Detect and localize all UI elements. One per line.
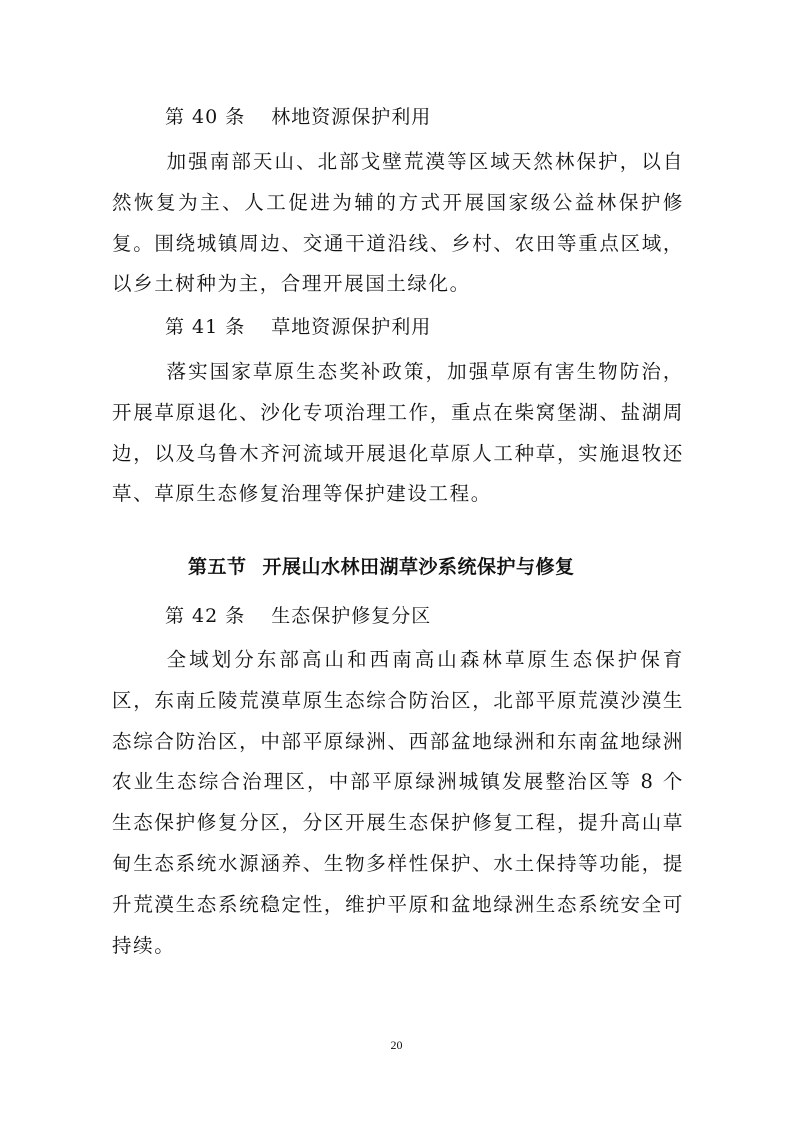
section-heading: [188, 553, 575, 581]
article-40-number: 第 40 条: [165, 106, 246, 128]
article-41-title: 草地资源保护利用: [271, 316, 432, 338]
article-42-body: 全域划分东部高山和西南高山森林草原生态保护保育区，东南丘陵荒漠草原生态综合防治区，北部平原荒漠沙漠生态综合防治区，中部平原绿洲、西部盆地绿洲和东南盆地绿洲农业生态综合治理区，中部平原绿洲城镇发展整治区等 8 个生态保护修复分区，分区开展生态保护修复工程，提升高山草甸生态系统水源涵养、生物多样性保护、水土保持等功能，提升荒漠生态系统稳定性，维护平原和盆地绿洲生态系统安全可持续。: [112, 648, 684, 957]
article-40-heading: [165, 103, 431, 131]
article-40-title: 林地资源保护利用: [271, 106, 432, 128]
article-41-body: 落实国家草原生态奖补政策，加强草原有害生物防治，开展草原退化、沙化专项治理工作，重点在柴窝堡湖、盐湖周边，以及乌鲁木齐河流域开展退化草原人工种草，实施退牧还草、草原生态修复治理等保护建设工程。: [112, 360, 684, 506]
article-42-heading: [165, 602, 431, 630]
section-title: 开展山水林田湖草沙系统保护与修复: [262, 556, 575, 578]
article-41-number: 第 41 条: [165, 316, 246, 338]
article-40-body: 加强南部天山、北部戈壁荒漠等区域天然林保护，以自然恢复为主、人工促进为辅的方式开展国家级公益林保护修复。围绕城镇周边、交通干道沿线、乡村、农田等重点区域，以乡土树种为主，合理开展国土绿化。: [112, 150, 684, 296]
article-42-title: 生态保护修复分区: [271, 605, 432, 627]
page-number: 20: [390, 1038, 403, 1052]
article-42-number: 第 42 条: [165, 605, 246, 627]
section-number: 第五节: [188, 556, 247, 578]
article-41-heading: [165, 313, 431, 341]
